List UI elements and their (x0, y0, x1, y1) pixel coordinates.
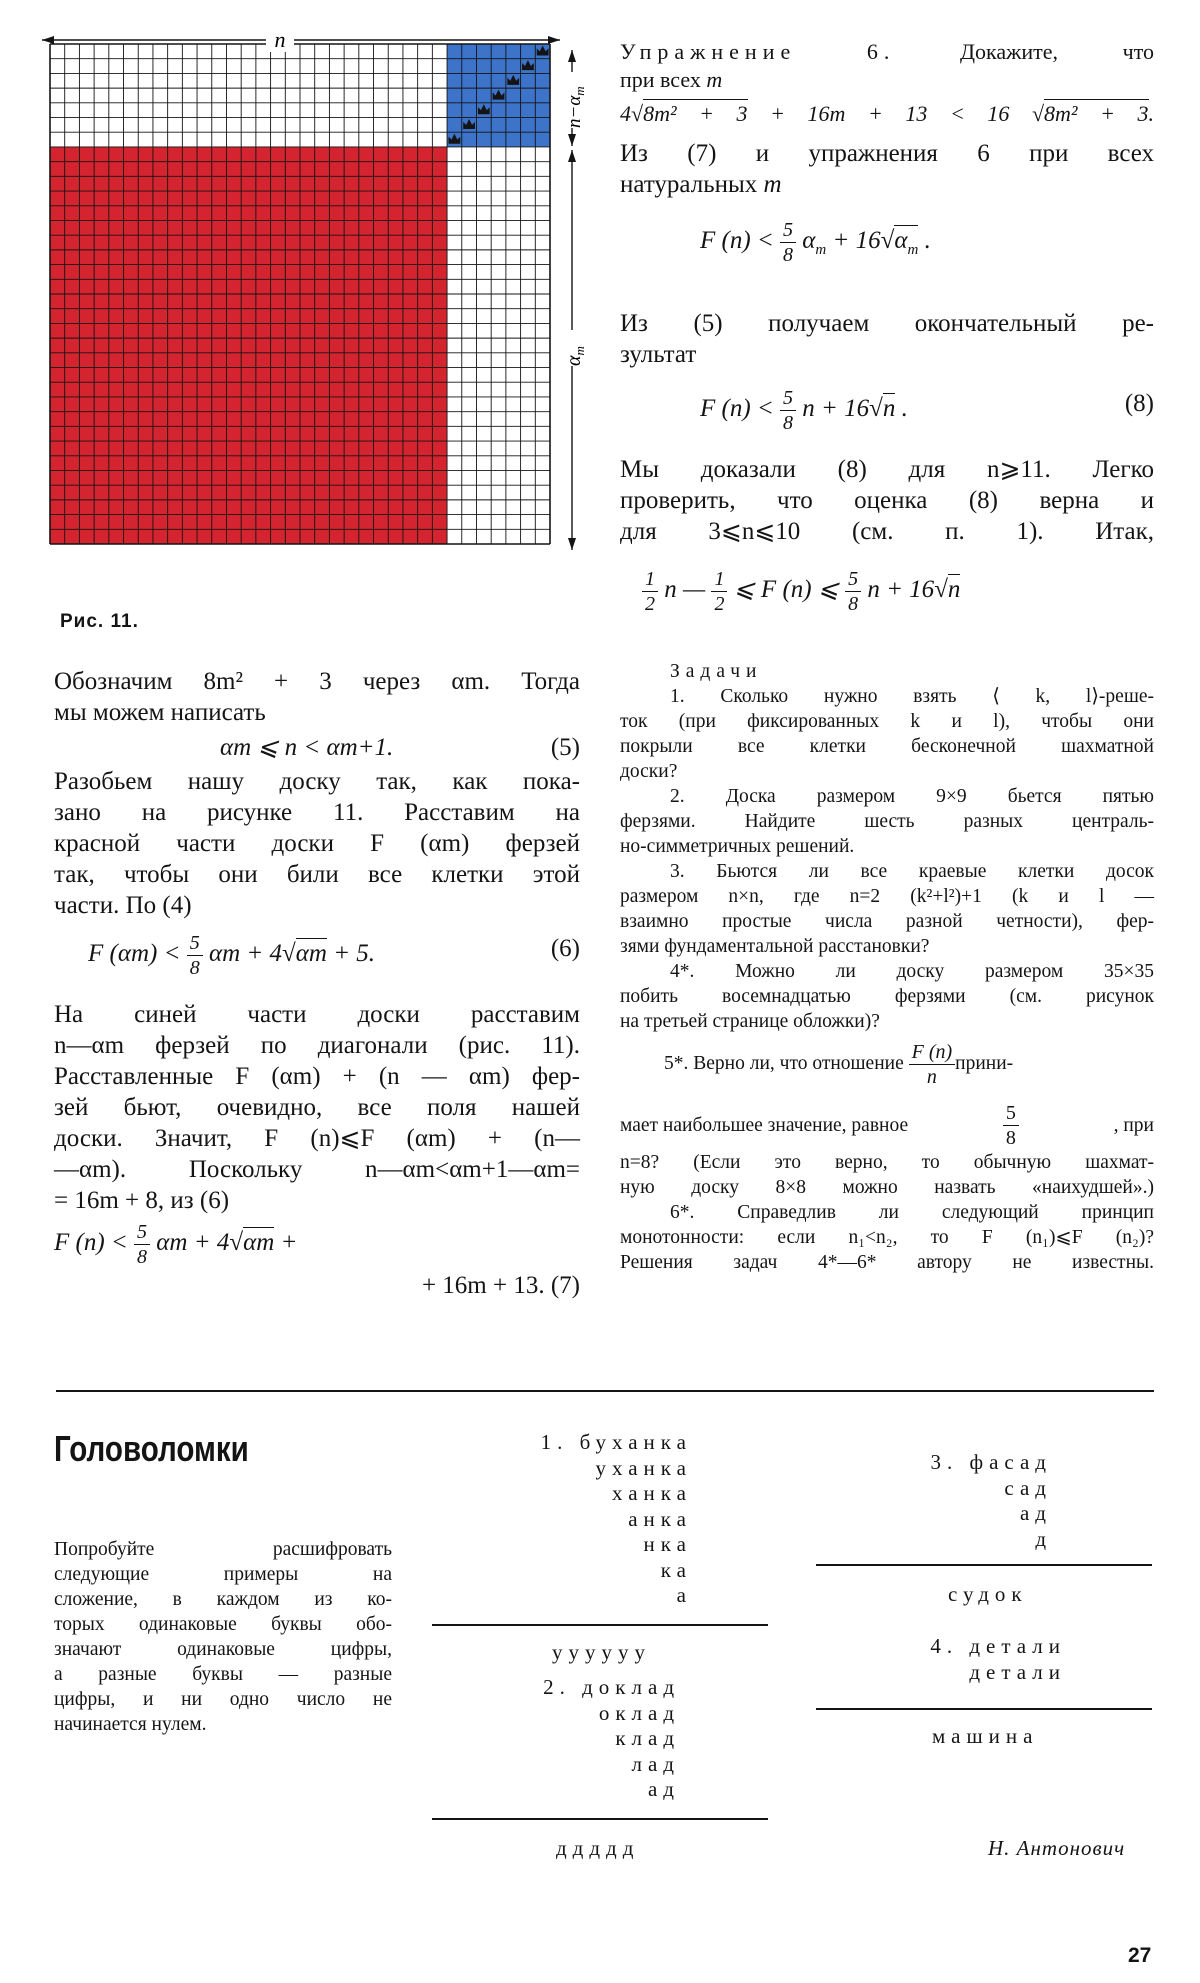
f1-rad-sub: m (907, 242, 919, 259)
problem-5-line1 (620, 1034, 1154, 1094)
f1-radicand: α (894, 227, 908, 255)
intro-line6: а разные буквы — разные (54, 1664, 392, 1685)
puzzle-1-row: ханка (612, 1481, 692, 1505)
puzzle-3 (900, 1450, 1052, 1552)
f2-mid: n + 16 (802, 395, 870, 423)
exercise-6-formula: 4√8m² + 3 + 16m + 13 < 16 √8m² + 3. (620, 101, 1155, 126)
page-number: 27 (1128, 1944, 1152, 1967)
puzzle-1-row: ка (660, 1557, 692, 1582)
formula-6-mid: αm + 4 (208, 940, 283, 968)
problem-5-a: 5*. Верно ли, что отношение (664, 1052, 904, 1074)
puzzle-3-row: 3. фасад (930, 1450, 1052, 1474)
puzzle-3-row: ад (1019, 1501, 1052, 1525)
f1-num: 5 (780, 220, 796, 243)
intro-line8: начинается нулем. (54, 1714, 207, 1735)
formula-f1: F (n) < $\frac{5}{8}$ $\alpha_m + 16√\alpha_m$ . (700, 219, 931, 266)
formula-f3: $\frac{1}{2}$ n — $\frac{1}{2}$ ⩽ F (n) ⩽ $\frac{5}{8}$ n + 16√n (620, 547, 1154, 639)
problem-1-line1: 1. Сколько нужно взять ⟨ k, l⟩-реше- (670, 686, 1154, 707)
formula-7-radicand: αm (243, 1229, 275, 1257)
problem-5-den2: 8 (1005, 1126, 1016, 1149)
problem-6-line2: монотонности: если n₁<n₂, то F (n₁)⩽F (n₂)? (620, 1227, 1154, 1248)
puzzle-3-row: д (1035, 1526, 1052, 1551)
puzzle-4-row: детали (969, 1659, 1066, 1684)
f3-num3: 5 (845, 569, 861, 592)
formula-6-lhs: F (αm) < (88, 940, 181, 968)
ex6-formula-rad2: 8m² + 3 (1044, 101, 1149, 126)
figure-label-n-minus-alpha: $n-\alpha_m$ (564, 86, 587, 128)
intro-line5: значают одинаковые цифры, (54, 1639, 392, 1660)
exercise-6-line1 (620, 38, 1154, 66)
f2-num: 5 (780, 388, 796, 411)
problem-2-line1: 2. Доска размером 9×9 бьется пятью (670, 786, 1154, 807)
formula-6-end: + 5. (333, 940, 376, 968)
problem-4-line3: на третьей странице обложки)? (620, 1011, 880, 1032)
left-p3-line4: зей бьют, очевидно, все поля нашей (54, 1094, 580, 1121)
formula-7: F (n) < $\frac{5}{8}$ αm + 4√αm + (54, 1221, 298, 1268)
problem-1-line4: доски? (620, 761, 678, 782)
problem-3-line3: взаимно простые числа разной четности), фер- (620, 911, 1154, 932)
exercise-6-line2 (620, 66, 1154, 94)
formula-7-end: + (280, 1229, 298, 1257)
left-p1-line2: мы можем написать (54, 699, 266, 726)
problem-3-line4: зями фундаментальной расстановки? (620, 936, 930, 957)
figure-caption: Рис. 11. (60, 611, 139, 632)
left-p2-line3: красной части доски F (αm) ферзей (54, 830, 580, 857)
left-column (54, 666, 580, 1301)
f3-den3: 8 (848, 593, 859, 615)
puzzle-2-row: клад (615, 1726, 680, 1750)
problem-6-line1: 6*. Справедлив ли следующий принцип (670, 1202, 1154, 1223)
puzzle-2-rule (432, 1818, 768, 1820)
f1-plus: + 16 (832, 227, 881, 255)
problem-5-num: F (n) (909, 1042, 956, 1065)
puzzle-2-row: ад (647, 1777, 680, 1801)
problem-5-line2-a: мает наибольшее значение, равное (620, 1114, 909, 1136)
formula-6-den: 8 (189, 957, 200, 979)
right-p1-line2 (620, 169, 1154, 200)
problem-1-line2: ток (при фиксированных k и l), чтобы они (620, 711, 1154, 732)
problem-1-line3: покрыли все клетки бесконечной шахматной (620, 736, 1154, 757)
intro-line1: Попробуйте расшифровать (54, 1539, 392, 1560)
formula-6-tag: (6) (550, 935, 580, 962)
formula-8-tag: (8) (1124, 390, 1154, 417)
formula-5-tag: (5) (550, 734, 580, 761)
problems-section (620, 659, 1154, 1275)
puzzle-4 (900, 1634, 1066, 1685)
left-p3-line2: n—αm ферзей по диагонали (рис. 11). (54, 1032, 580, 1059)
formula-5: αm ⩽ n < αm+1. (220, 734, 394, 761)
puzzle-2-row: 2. доклад (543, 1675, 680, 1699)
right-p2-line2: зультат (620, 341, 697, 368)
f3-radicand: n (947, 576, 961, 604)
f3-num2: 1 (711, 569, 727, 592)
problem-4-line1: 4*. Можно ли доску размером 35×35 (670, 961, 1154, 982)
exercise-6-m: m (706, 67, 723, 92)
formula-7-line2: + 16m + 13. (7) (421, 1272, 580, 1299)
problem-5-line2-b: , при (1113, 1114, 1154, 1136)
formula-6-num: 5 (187, 933, 203, 956)
problem-5-num2: 5 (1003, 1103, 1019, 1126)
ex6-formula-end: . (1148, 101, 1155, 126)
formula-7-lhs: F (n) < (54, 1229, 128, 1257)
puzzle-4-rule (816, 1708, 1152, 1710)
f3-a: n — (664, 576, 706, 604)
puzzle-1-row: уханка (595, 1455, 692, 1480)
f1-end: . (924, 227, 931, 255)
exercise-6-title: Упражнение 6. (620, 39, 896, 64)
formula-7-num: 5 (134, 1222, 150, 1245)
right-p3-line3: для 3⩽n⩽10 (см. п. 1). Итак, (620, 518, 1154, 545)
right-column (620, 38, 1154, 1275)
problems-title: Задачи (670, 661, 763, 682)
puzzles-intro (54, 1537, 392, 1737)
figure-label-n: n (274, 27, 286, 52)
section-divider (56, 1390, 1154, 1392)
red-region (50, 147, 447, 544)
problem-3-line1: 3. Бьются ли все краевые клетки досок (670, 861, 1154, 882)
f1-den: 8 (783, 244, 794, 266)
problem-4-line2: побить восемнадцатью ферзями (см. рисунок (620, 986, 1154, 1007)
intro-line3: сложение, в каждом из ко- (54, 1589, 392, 1610)
right-p1-line2-text: натуральных (620, 171, 758, 198)
right-p1-m: m (763, 171, 782, 198)
left-p3-line1: На синей части доски расставим (54, 1001, 580, 1028)
f1-lhs: F (n) < (700, 227, 774, 255)
ex6-formula-rad1: 8m² + 3 (643, 101, 748, 126)
problem-2-line3: но-симметричных решений. (620, 836, 855, 857)
formula-6: F (αm) < $\frac{5}{8}$ αm + 4√αm + 5. (6) (88, 932, 580, 979)
right-p1-line1: Из (7) и упражнения 6 при всех (620, 140, 1154, 167)
left-p2-line5: части. По (4) (54, 892, 192, 919)
ex6-formula-b: + 16m + 13 < 16 (770, 101, 1010, 126)
right-p3-line1: Мы доказали (8) для n⩾11. Легко (620, 456, 1154, 483)
puzzle-3-row: сад (1004, 1475, 1052, 1500)
f3-den1: 2 (645, 593, 655, 615)
left-p3-line3: Расставленные F (αm) + (n — αm) фер- (54, 1063, 580, 1090)
problem-6-line3: Решения задач 4*—6* автору не известны. (620, 1252, 1154, 1273)
right-p3-line2: проверить, что оценка (8) верна и (620, 487, 1154, 514)
exercise-6-line2-text: при всех (620, 67, 701, 92)
intro-line4: торых одинаковые буквы обо- (54, 1614, 392, 1635)
ex6-formula-a: 4 (620, 101, 631, 126)
f2-end: . (901, 395, 908, 423)
puzzle-2-row: оклад (598, 1700, 680, 1725)
f2-lhs: F (n) < (700, 395, 774, 423)
formula-6-radicand: αm (295, 940, 327, 968)
left-p3-line5: доски. Значит, F (n)⩽F (αm) + (n— (54, 1125, 580, 1152)
puzzle-1-row: нка (643, 1532, 692, 1556)
formula-7-den: 8 (137, 1246, 148, 1268)
puzzle-3-rule (816, 1564, 1152, 1566)
author: Н. Антонович (988, 1836, 1126, 1860)
problem-5-line2 (620, 1094, 1154, 1150)
puzzle-1-row: 1. буханка (540, 1430, 692, 1454)
f3-b: ⩽ F (n) ⩽ (733, 576, 839, 604)
figure-label-alpha: $\alpha_m$ (563, 346, 587, 366)
exercise-6-text: Докажите, что (960, 39, 1155, 64)
puzzles-heading: Головоломки (54, 1428, 249, 1469)
problem-5-den: n (926, 1066, 937, 1088)
left-p3-line6: —αm). Поскольку n—αm<αm+1—αm= (54, 1156, 580, 1183)
puzzle-1 (470, 1430, 692, 1609)
figure-11 (36, 20, 596, 580)
f3-num1: 1 (642, 569, 658, 592)
f1-sub: m (815, 242, 827, 259)
puzzle-4-row: 4. детали (930, 1634, 1066, 1658)
right-p2-line1: Из (5) получаем окончательный ре- (620, 310, 1154, 337)
left-p2-line1: Разобьем нашу доску так, как пока- (54, 768, 580, 795)
puzzle-1-row: а (676, 1583, 692, 1607)
problem-5-line4: ную доску 8×8 можно назвать «наихудшей».) (620, 1177, 1154, 1198)
puzzle-2-sum: ддддд (556, 1836, 640, 1860)
problem-2-line2: ферзями. Найдите шесть разных централь- (620, 811, 1154, 832)
problem-5-line3: n=8? (Если это верно, то обычную шахмат- (620, 1152, 1154, 1173)
f3-den2: 2 (714, 593, 725, 615)
problem-3-line2: размером n×n, где n=2 (k²+l²)+1 (k и l — (620, 886, 1154, 907)
formula-7-mid: αm + 4 (156, 1229, 230, 1257)
puzzle-1-rule (432, 1624, 768, 1626)
puzzle-4-sum: машина (932, 1724, 1039, 1748)
formula-8: F (n) < $\frac{5}{8}$ n + 16√n . (8) (700, 387, 1154, 434)
f1-mid: α (802, 227, 816, 255)
problem-5-b: прини- (955, 1052, 1014, 1074)
f2-radicand: n (882, 395, 896, 423)
left-p1-line1: Обозначим 8m² + 3 через αm. Тогда (54, 668, 580, 695)
intro-line2: следующие примеры на (54, 1564, 392, 1585)
puzzle-3-sum: судок (948, 1582, 1028, 1606)
puzzle-2 (470, 1675, 680, 1803)
f2-den: 8 (783, 412, 794, 434)
left-p2-line2: зано на рисунке 11. Расставим на (54, 799, 580, 826)
left-p3-line7: = 16m + 8, из (6) (54, 1187, 230, 1214)
f3-c: n + 16 (867, 576, 935, 604)
puzzle-1-sum: уууууу (552, 1640, 651, 1664)
intro-line7: цифры, и ни одно число не (54, 1689, 392, 1710)
puzzle-1-row: анка (628, 1506, 692, 1531)
left-p2-line4: так, чтобы они били все клетки этой (54, 861, 580, 888)
puzzle-2-row: лад (631, 1751, 680, 1776)
